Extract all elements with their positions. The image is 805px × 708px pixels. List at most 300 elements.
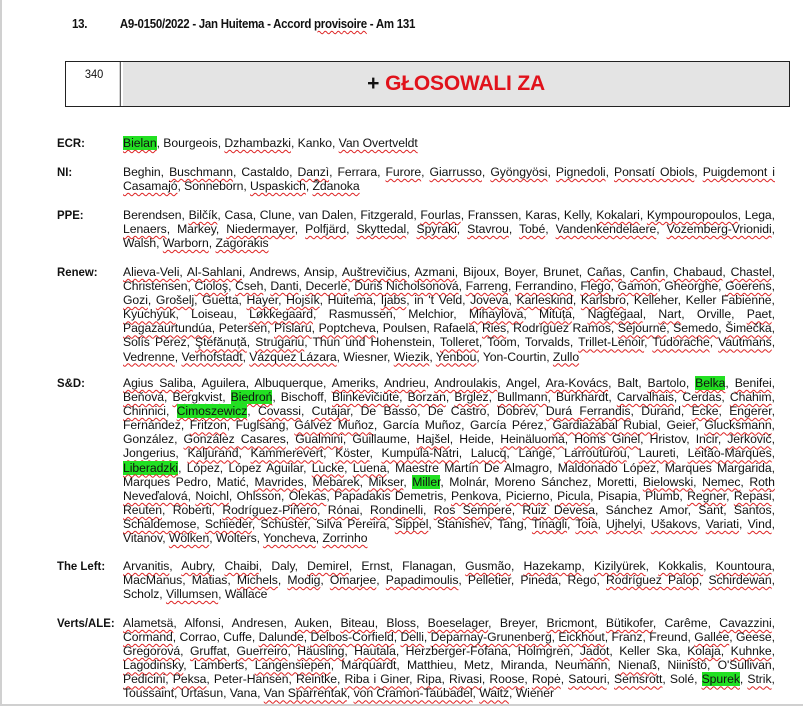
member-name: Kympouropoulos xyxy=(646,208,738,222)
member-name: Guetta xyxy=(202,293,239,308)
member-name: Bloss xyxy=(386,616,416,630)
member-name: Joveva xyxy=(470,293,509,308)
member-name: Blinkevičiūtė xyxy=(332,390,400,405)
member-name: Olekas xyxy=(288,488,327,503)
member-name: Chahim xyxy=(729,390,772,405)
member-name: Verhofstadt xyxy=(181,349,243,364)
member-name: Rego xyxy=(567,573,597,588)
member-name: in 't Veld xyxy=(414,293,463,308)
member-name: Chaibi xyxy=(224,559,259,573)
member-name: Skyttedal xyxy=(356,222,407,237)
group-members: Alametsä, Alfonsi, Andresen, Auken, Biteau, Bloss, Boeselager, Breyer, Bricmont, Bütikofer, Carême, Cavazzini, Cormand, Corrao, Cuffe, Dalunde, Delbos-Corfield, Delli, Deparnay-Grunenberg, Eickhout, Franz, Freund, Gallée, Geese, Gregorová, Gruffat, Guerreiro, Häusling, Hautala, Herzberger-Fofana, Holmgren, Jadot, Keller Ska, Kolaja, Kuhnke, Lagodinsky, Lamberts, Langensiepen, Marquardt, Matthieu, Metz, Miranda, Neumann, Nienaß, Niinistö, O'Sullivan, Pedicini, Peksa, Peter-Hansen, Reintke, Riba i Giner, Ripa, Rivasi, Roose, Ropė, Satouri, Semsrott, Solé, Spurek, Strik, Toussaint, Urtasun, Vana, Van Sparrentak, von Cramon-Taubadel, Waitz, Wiener xyxy=(123,616,775,701)
member-name: Vedrenne xyxy=(123,349,175,364)
member-name: Bijoux xyxy=(462,265,496,279)
member-name: Bartolo xyxy=(647,376,686,390)
member-name: Ansip xyxy=(304,265,335,279)
member-name: Homs Ginel xyxy=(574,432,641,447)
member-name: Jerković xyxy=(727,432,772,447)
member-name: De Castro xyxy=(427,404,487,419)
member-name: Delbos-Corfield xyxy=(310,630,394,645)
member-name: Covassi xyxy=(257,404,301,419)
member-name: Benifei xyxy=(734,376,772,390)
member-name: Santos xyxy=(733,502,772,517)
member-name: Glucksmann xyxy=(704,418,772,433)
member-name: Yoncheva xyxy=(263,531,316,546)
member-name: Gálvez Muñoz xyxy=(294,418,374,433)
member-name: Lalucq xyxy=(470,446,507,461)
member-name: Poptcheva xyxy=(318,321,376,336)
highlighted-member-name: Liberadzki xyxy=(123,460,179,475)
member-name: Pelletier xyxy=(467,573,511,588)
member-name: Roberti xyxy=(172,502,212,517)
member-name: Ecke xyxy=(691,404,719,419)
member-name: Petersen xyxy=(218,321,268,336)
member-name: Breyer xyxy=(499,616,535,630)
member-name: Spyraki xyxy=(416,222,457,237)
member-name: Schaldemose xyxy=(123,516,197,531)
member-name: Aubry xyxy=(181,559,212,573)
member-name: Carême xyxy=(664,616,708,630)
item-number: 13. xyxy=(72,17,88,31)
member-name: von Cramon-Taubadel xyxy=(353,686,473,701)
member-name: Kelleher xyxy=(633,293,678,308)
highlighted-member-name: Cimoszewicz xyxy=(176,404,248,419)
group-row xyxy=(57,616,775,701)
highlighted-member-name: Belka xyxy=(695,376,726,390)
member-name: García Muñoz xyxy=(382,418,462,433)
vote-count: 340 xyxy=(68,62,120,106)
member-name: Geese xyxy=(735,630,772,645)
member-name: Nienaß xyxy=(617,658,657,673)
member-name: Mavrides xyxy=(254,474,304,489)
member-name: Bischoff xyxy=(280,390,324,405)
member-name: Huitema xyxy=(327,293,373,308)
member-name: Dalunde xyxy=(258,630,304,645)
member-name: Wolters xyxy=(215,531,257,546)
member-name: Kuhnke xyxy=(730,644,772,659)
member-name: Ponsatí Obiols xyxy=(613,165,695,179)
member-name: Mituța xyxy=(539,307,572,322)
member-name: Matić xyxy=(216,474,246,489)
member-name: García Pérez xyxy=(470,418,544,433)
member-name: Vana xyxy=(229,686,258,701)
member-name: Wiezik xyxy=(393,349,430,364)
member-name: González xyxy=(123,432,175,447)
group-name: The Left: xyxy=(57,559,106,573)
group-members: Agius Saliba, Aguilera, Albuquerque, Ameriks, Andrieu, Androulakis, Angel, Ara-Kovács, Balt, Bartolo, Belka, Benifei, Beňová, Bergkvist, Biedroń, Bischoff, Blinkevičiūtė, Borzan, Brglez, Bullmann, Burkhardt, Carvalhais, Cerdas, Chahim, Chinnici, Cimoszewicz, Covassi, Cutajar, De Basso, De Castro, Dobrev, Durá Ferrandis, Durand, Ecke, Engerer, Fernández, Fritzon, Fuglsang, Gálvez Muñoz, García Muñoz, García Pérez, Gardiazabal Rubial, Geier, Glucksmann, González, González Casares, Gualmini, Guillaume, Hajšel, Heide, Heinäluoma, Homs Ginel, Hristov, Incir, Jerković, Jongerius, Kaljurand, Kammerevert, Köster, Kumpula-Natri, Lalucq, Lange, Larrouturou, Laureti, Leitão-Marques, Liberadzki, López, López Aguilar, Lucke, Luena, Maestre Martín De Almagro, Maldonado López, Marques Margarida, Marques Pedro, Matić, Mavrides, Mebarek, Mikser, Miller, Molnár, Moreno Sánchez, Moretti, Bielowski, Nemec, Roth Neveďalová, Noichl, Ohlsson, Olekas, Papadakis Demetris, Penkova, Picierno, Picula, Pisapia, Plumb, Regner, Repasi, Reuten, Roberti, Rodríguez-Piñero, Rónai, Rondinelli, Ros Sempere, Ruiz Devesa, Sánchez Amor, Sant, Santos, Schaldemose, Schieder, Schuster, Silva Pereira, Sippel, Stanishev, Tang, Tinagli, Toia, Ujhelyi, Ušakovs, Variati, Vind, Vitanov, Wölken, Wolters, Yoncheva, Zorrinho xyxy=(123,376,775,546)
member-name: Ferrandino xyxy=(514,279,574,294)
member-name: López xyxy=(186,460,220,475)
member-name: O'Sullivan xyxy=(717,658,772,673)
member-name: Tang xyxy=(497,516,524,531)
member-name: Séjourné xyxy=(617,321,667,336)
member-name: Beňová xyxy=(123,390,165,405)
member-name: Hayer xyxy=(246,293,279,308)
group-members: Alieva-Veli, Al-Sahlani, Andrews, Ansip, Auštrevičius, Azmani, Bijoux, Boyer, Brunet, Cañas, Canfin, Chabaud, Chastel, Christensen, Cioloş, Cseh, Danti, Decerle, Ďuriš Nicholsonová, Farreng, Ferrandino, Flego, Gamon, Gheorghe, Goerens, Gozi, Grošelj, Guetta, Hayer, Hojsík, Huitema, Ijabs, in 't Veld, Joveva, Karleskind, Karlsbro, Kelleher, Keller Fabienne, Kyuchyuk, Loiseau, Løkkegaard, Rasmussen, Melchior, Mihaylova, Mituța, Nagtegaal, Nart, Orville, Paet, Pagazaurtundúa, Petersen, Pîslaru, Poptcheva, Poulsen, Rafaela, Ries, Rodríguez Ramos, Séjourné, Semedo, Šimečka, Solís Pérez, Ştefănuță, Strugariu, Thun und Hohenstein, Tolleret, Toom, Torvalds, Trillet-Lenoir, Tudorache, Vautmans, Vedrenne, Verhofstadt, Vázquez Lázara, Wiesner, Wiezik, Yenbou, Yon-Courtin, Zullo xyxy=(123,265,776,364)
member-name: Penkova xyxy=(450,488,499,503)
member-name: Chastel xyxy=(730,265,772,279)
member-name: Nart xyxy=(658,307,682,322)
member-name: Peksa xyxy=(172,672,207,687)
member-name: Gozi xyxy=(123,293,148,308)
member-name: Poulsen xyxy=(382,321,427,336)
member-name: Solé xyxy=(669,672,695,687)
member-name: Bütikofer xyxy=(605,616,653,630)
member-name: Bielowski xyxy=(642,474,694,489)
member-name: Durá Ferrandis xyxy=(545,404,631,419)
member-name: Tinagli xyxy=(531,516,568,531)
member-name: Flanagan xyxy=(402,559,453,573)
member-name: Daly xyxy=(271,559,295,573)
member-name: Kumpula-Natri xyxy=(381,446,459,461)
member-name: Lega xyxy=(744,208,772,222)
member-name: Androulakis xyxy=(434,376,498,390)
member-name: Ameriks xyxy=(331,376,376,390)
member-name: Rasmussen xyxy=(328,307,393,322)
group-members: Beghin, Buschmann, Castaldo, Danzì, Ferrara, Furore, Giarrusso, Gyöngyösi, Pignedoli, Ponsatí Obiols, Puigdemont i Casamajó, Sonneborn, Uspaskich, Ždanoka xyxy=(123,165,775,194)
member-name: Regner xyxy=(687,488,727,503)
group-members: Arvanitis, Aubry, Chaibi, Daly, Demirel, Ernst, Flanagan, Gusmão, Hazekamp, Kizilyürek, Kokkalis, Kountoura, MacManus, Matias, Michels, Modig, Omarjee, Papadimoulis, Pelletier, Pineda, Rego, Rodríguez Palop, Schirdewan, Scholz, Villumsen, Wallace xyxy=(123,559,775,602)
member-name: Niinistö xyxy=(667,658,708,673)
member-name: Cuffe xyxy=(223,630,252,645)
member-name: Vitanov xyxy=(123,531,163,546)
member-name: Kokkalis xyxy=(658,559,704,573)
member-name: Ijabs xyxy=(380,293,407,308)
member-name: Polfjärd xyxy=(305,222,347,237)
member-name: Repasi xyxy=(733,488,772,503)
member-name: Casa xyxy=(224,208,253,222)
member-name: Rónai xyxy=(327,502,360,517)
member-name: Hajšel xyxy=(416,432,450,447)
member-name: Mikser xyxy=(368,474,404,489)
member-name: Løkkegaard xyxy=(249,307,314,322)
member-name: Furore xyxy=(385,165,422,179)
member-name: Bullmann xyxy=(497,390,548,405)
group-row xyxy=(57,559,775,601)
member-name: Hautala xyxy=(354,644,396,659)
member-name: Kokalari xyxy=(596,208,640,222)
member-name: Variati xyxy=(705,516,740,531)
member-name: Peter-Hansen xyxy=(213,672,289,687)
member-name: Lenaers xyxy=(123,222,167,237)
member-name: Boeselager xyxy=(427,616,489,630)
member-name: Schirdewan xyxy=(708,573,772,588)
member-name: Franssen xyxy=(467,208,519,222)
member-name: Šimečka xyxy=(725,321,772,336)
member-name: Beghin xyxy=(123,165,161,179)
member-name: Vozemberg-Vrionidi xyxy=(666,222,772,237)
member-name: Carvalhais xyxy=(616,390,674,405)
group-name: NI: xyxy=(57,165,73,179)
member-name: Sant xyxy=(698,502,724,517)
group-row xyxy=(57,376,775,545)
member-name: Gualmini xyxy=(295,432,343,447)
member-name: López Aguilar xyxy=(228,460,304,475)
member-name: Wölken xyxy=(168,531,210,546)
member-name: Uspaskich xyxy=(250,179,306,194)
member-name: Vind xyxy=(747,516,772,531)
member-name: Cseh xyxy=(235,279,264,294)
member-name: Schuster xyxy=(260,516,308,531)
member-name: Stanishev xyxy=(436,516,490,531)
group-row xyxy=(57,265,775,364)
member-name: Demirel xyxy=(307,559,349,573)
member-name: Maestre Martín De Almagro xyxy=(395,460,550,475)
member-name: Strugariu xyxy=(255,335,305,350)
member-name: Warborn xyxy=(162,236,209,251)
member-name: Moretti xyxy=(597,474,634,489)
member-name: Borzan xyxy=(407,390,446,405)
member-name: Reuten xyxy=(123,502,162,517)
plus-icon: + xyxy=(367,72,380,95)
member-name: Clune xyxy=(259,208,292,222)
member-name: Cañas xyxy=(586,265,622,279)
member-name: Pisapia xyxy=(597,488,638,503)
member-name: Maldonado López xyxy=(557,460,656,475)
member-name: Van Overtveldt xyxy=(338,136,418,150)
member-name: Häusling xyxy=(297,644,345,659)
member-name: Leitão-Marques xyxy=(687,446,772,461)
member-name: Lange xyxy=(518,446,553,461)
member-name: Guillaume xyxy=(352,432,407,447)
member-name: Rivasi xyxy=(448,672,482,687)
member-name: Geier xyxy=(666,418,696,433)
member-name: Yenbou xyxy=(435,349,477,364)
member-name: Thun und Hohenstein xyxy=(312,335,432,350)
member-name: Dzhambazki xyxy=(224,136,291,150)
member-name: Paet xyxy=(746,307,772,322)
member-name: Noichl xyxy=(195,488,229,503)
member-name: Satouri xyxy=(568,672,607,687)
member-name: Torvalds xyxy=(524,335,570,350)
member-name: Cormand xyxy=(123,630,173,645)
member-name: Mihaylova xyxy=(468,307,524,322)
member-name: Albuquerque xyxy=(254,376,323,390)
member-name: Heide xyxy=(459,432,491,447)
member-name: Pagazaurtundúa xyxy=(123,321,212,336)
member-name: Flego xyxy=(580,279,611,294)
member-name: Fritzon xyxy=(189,418,227,433)
member-name: Eickhout xyxy=(558,630,605,645)
member-name: Brglez xyxy=(454,390,489,405)
member-name: van Dalen xyxy=(298,208,354,222)
member-name: Hristov xyxy=(649,432,687,447)
member-name: Bourgeois xyxy=(163,136,218,150)
member-name: Incir xyxy=(695,432,718,447)
member-name: Canfin xyxy=(630,265,666,279)
member-name: Moreno Sánchez xyxy=(494,474,589,489)
member-name: Reintke xyxy=(295,672,337,687)
member-name: Rondinelli xyxy=(370,502,424,517)
member-name: Ušakovs xyxy=(650,516,698,531)
member-name: Riba i Giner xyxy=(344,672,410,687)
member-name: Köster xyxy=(335,446,370,461)
group-row xyxy=(57,208,775,250)
member-name: Hojsík xyxy=(286,293,320,308)
member-name: Auken xyxy=(294,616,329,630)
member-name: Franz xyxy=(611,630,643,645)
member-name: Angel xyxy=(506,376,537,390)
member-name: Luena xyxy=(352,460,387,475)
member-name: Keller Ska xyxy=(619,644,678,659)
member-name: González Casares xyxy=(183,432,286,447)
member-name: Mebarek xyxy=(312,474,360,489)
member-name: Cavazzini xyxy=(719,616,772,630)
member-name: Toom xyxy=(487,335,517,350)
member-name: Balt xyxy=(617,376,639,390)
member-name: Kaljurand xyxy=(187,446,239,461)
member-name: Danzì xyxy=(297,165,330,179)
member-name: Pineda xyxy=(520,573,559,588)
group-name: Renew: xyxy=(57,265,98,279)
member-name: Strik xyxy=(747,672,772,687)
member-name: Azmani xyxy=(414,265,455,279)
group-row xyxy=(57,165,775,193)
member-name: Corrao xyxy=(179,630,217,645)
group-members: Berendsen, Bilčík, Casa, Clune, van Dalen, Fitzgerald, Fourlas, Franssen, Karas, Kelly, Kokalari, Kympouropoulos, Lega, Lenaers, Markey, Niedermayer, Polfjärd, Skyttedal, Spyraki, Stavrou, Tobé, Vandenkendelaere, Vozemberg-Vrionidi, Walsh, Warborn, Zagorakis xyxy=(123,208,775,251)
member-name: Picula xyxy=(557,488,591,503)
member-name: Herzberger-Fofana xyxy=(405,644,508,659)
member-name: Fernández xyxy=(123,418,181,433)
member-name: Walsh xyxy=(123,236,157,251)
member-name: Vázquez Lázara xyxy=(249,349,337,364)
group-members: Bielan, Bourgeois, Dzhambazki, Kanko, Van Overtveldt xyxy=(123,136,418,150)
member-name: Agius Saliba xyxy=(123,376,193,390)
member-name: Bergkvist xyxy=(172,390,223,405)
member-name: Pignedoli xyxy=(555,165,606,179)
member-name: Scholz xyxy=(123,587,160,602)
member-name: Tobé xyxy=(518,222,546,237)
member-name: Loiseau xyxy=(191,307,234,322)
member-name: Plumb xyxy=(645,488,680,503)
member-name: Gallée xyxy=(694,630,730,645)
member-name: Roth Neveďalová xyxy=(123,474,775,503)
member-name: Wiener xyxy=(515,686,555,701)
member-name: Fuglsang xyxy=(235,418,286,433)
member-name: Jongerius xyxy=(123,446,176,461)
member-name: Wallace xyxy=(224,587,268,602)
member-name: Gamon xyxy=(617,279,658,294)
vote-result-table xyxy=(65,61,790,107)
member-name: Trillet-Lenoir xyxy=(578,335,645,350)
member-name: Auštrevičius xyxy=(341,265,407,279)
member-name: Larrouturou xyxy=(564,446,627,461)
member-name: Grošelj xyxy=(155,293,195,308)
member-name: Ropė xyxy=(531,672,561,687)
highlighted-member-name: Miller xyxy=(412,474,441,489)
member-name: Farreng xyxy=(465,279,508,294)
member-name: Sánchez Amor xyxy=(605,502,688,517)
member-name: Boyer xyxy=(504,265,535,279)
group-name: PPE: xyxy=(57,208,84,222)
member-name: Ştefănuță xyxy=(195,335,247,350)
member-name: Semedo xyxy=(673,321,719,336)
member-name: Semsrott xyxy=(614,672,663,687)
member-name: Cerdas xyxy=(682,390,722,405)
highlighted-member-name: Biedroń xyxy=(230,390,273,405)
member-name: Cioloş xyxy=(194,279,229,294)
member-name: Tolleret xyxy=(439,335,479,350)
member-name: Nemec xyxy=(702,474,741,489)
member-name: Goerens xyxy=(725,279,772,294)
member-name: Toussaint xyxy=(123,686,175,701)
member-name: Wiesner xyxy=(343,349,388,364)
member-name: Matias xyxy=(191,573,228,588)
member-name: Melchior xyxy=(408,307,454,322)
member-name: Ara-Kovács xyxy=(545,376,609,390)
member-name: Kizilyürek xyxy=(593,559,646,573)
member-name: Schieder xyxy=(204,516,252,531)
member-name: Arvanitis xyxy=(123,559,170,573)
member-name: Langensiepen xyxy=(254,658,331,673)
member-name: Modig xyxy=(287,573,321,588)
member-name: Ros Sempere xyxy=(433,502,512,517)
item-title: A9-0150/2022 - Jan Huitema - Accord provisoire - Am 131 xyxy=(119,17,416,31)
member-name: Gregorová xyxy=(123,644,181,659)
member-name: Stavrou xyxy=(467,222,509,237)
member-name: Pedicini xyxy=(123,672,166,687)
member-name: Laureti xyxy=(638,446,676,461)
member-name: Alfonsi xyxy=(184,616,221,630)
member-name: Fitzgerald xyxy=(360,208,414,222)
member-name: Kyuchyuk xyxy=(123,307,176,322)
member-name: Kanko xyxy=(297,136,332,150)
member-name: Yon-Courtin xyxy=(482,349,547,364)
member-name: Puigdemont i Casamajó xyxy=(123,165,775,194)
member-name: Ujhelyi xyxy=(606,516,643,531)
member-name: Dobrev xyxy=(497,404,536,419)
member-name: Danti xyxy=(270,279,299,294)
member-name: Zagorakis xyxy=(215,236,269,251)
member-name: Marques Pedro xyxy=(123,474,208,489)
member-name: Picierno xyxy=(505,488,550,503)
member-name: Gheorghe xyxy=(664,279,719,294)
member-name: Chinnici xyxy=(123,404,166,419)
member-name: Keller Fabienne xyxy=(685,293,772,308)
member-name: Bricmont xyxy=(546,616,595,630)
group-name: ECR: xyxy=(57,136,85,150)
member-name: Gruffat xyxy=(189,644,227,659)
member-name: Christensen xyxy=(123,279,188,294)
member-name: Ries xyxy=(481,321,507,336)
member-name: Niedermayer xyxy=(226,222,295,237)
member-name: Biteau xyxy=(340,616,375,630)
member-name: Gyöngyösi xyxy=(490,165,548,179)
member-name: Alieva-Veli xyxy=(123,265,180,279)
member-name: Neumann xyxy=(554,658,608,673)
member-name: Buschmann xyxy=(169,165,233,179)
member-name: Guerreiro xyxy=(236,644,288,659)
member-name: Zorrinho xyxy=(322,531,368,546)
member-name: Hazekamp xyxy=(523,559,582,573)
member-name: Kelly xyxy=(563,208,590,222)
member-name: Ohlsson xyxy=(236,488,281,503)
member-name: Rodríguez Ramos xyxy=(513,321,611,336)
member-name: Chabaud xyxy=(673,265,723,279)
member-name: Durand xyxy=(641,404,681,419)
group-row xyxy=(57,136,775,150)
member-name: Aguilera xyxy=(201,376,246,390)
member-name: Michels xyxy=(236,573,278,588)
member-name: Rafaela xyxy=(433,321,476,336)
member-name: Marquardt xyxy=(341,658,397,673)
highlighted-member-name: Spurek xyxy=(701,672,740,687)
member-name: Sonneborn xyxy=(184,179,244,194)
member-name: Vandenkendelaere xyxy=(555,222,657,237)
member-name: Pîslaru xyxy=(274,321,312,336)
member-name: Urtasun xyxy=(180,686,224,701)
member-name: Kolaja xyxy=(687,644,721,659)
